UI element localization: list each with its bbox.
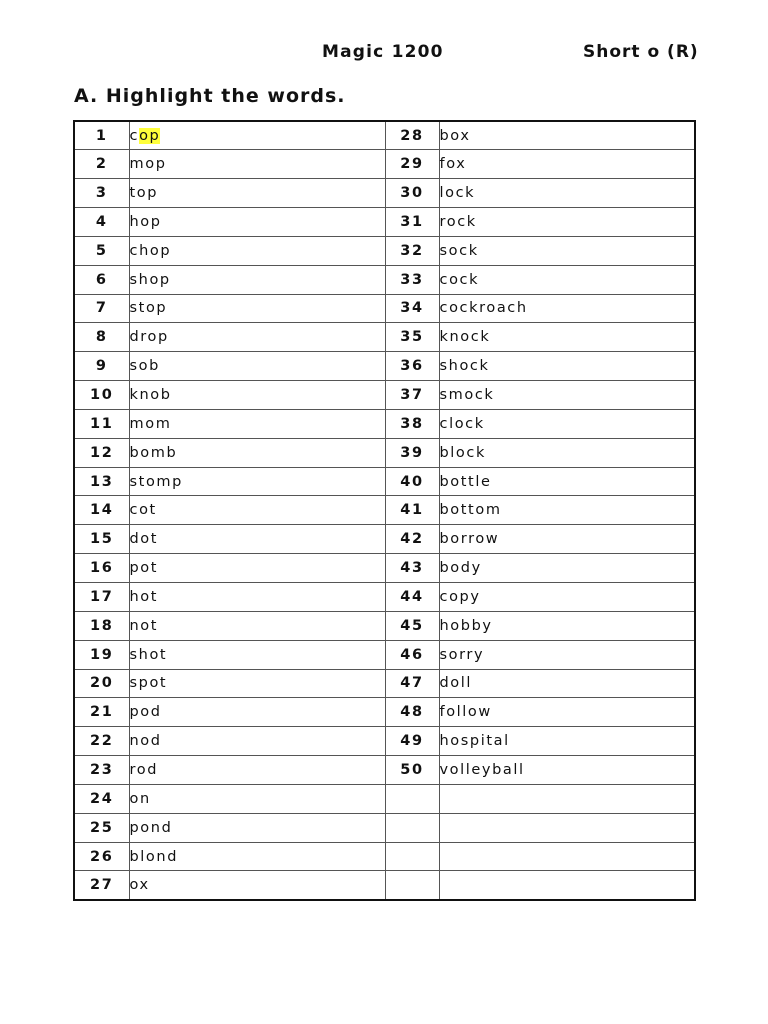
word-number: 31 xyxy=(385,208,439,237)
word-number: 16 xyxy=(74,554,129,583)
word-cell: shock xyxy=(439,352,695,381)
word-cell: sorry xyxy=(439,640,695,669)
table-row xyxy=(74,409,695,438)
word-cell: box xyxy=(439,121,695,150)
word-cell: lock xyxy=(439,179,695,208)
word-number: 50 xyxy=(385,756,439,785)
word-cell: on xyxy=(129,784,385,813)
word-cell: bomb xyxy=(129,438,385,467)
table-row xyxy=(74,554,695,583)
table-row xyxy=(74,756,695,785)
word-cell: pond xyxy=(129,813,385,842)
word-cell: volleyball xyxy=(439,756,695,785)
word-cell: mop xyxy=(129,150,385,179)
table-row xyxy=(74,611,695,640)
word-number: 23 xyxy=(74,756,129,785)
table-row xyxy=(74,871,695,900)
word-cell: spot xyxy=(129,669,385,698)
word-number: 49 xyxy=(385,727,439,756)
word-number: 17 xyxy=(74,583,129,612)
word-cell: smock xyxy=(439,381,695,410)
word-number: 10 xyxy=(74,381,129,410)
word-number: 6 xyxy=(74,265,129,294)
example-word-highlight: op xyxy=(139,127,161,144)
word-number: 1 xyxy=(74,121,129,150)
word-cell: pod xyxy=(129,698,385,727)
worksheet-tag: Short o (R) xyxy=(583,42,699,62)
worksheet-title: Magic 1200 xyxy=(322,42,444,62)
word-number: 12 xyxy=(74,438,129,467)
word-number: 20 xyxy=(74,669,129,698)
word-number: 29 xyxy=(385,150,439,179)
word-number: 24 xyxy=(74,784,129,813)
word-number: 11 xyxy=(74,409,129,438)
word-cell: rod xyxy=(129,756,385,785)
word-number: 26 xyxy=(74,842,129,871)
table-row xyxy=(74,323,695,352)
word-cell xyxy=(439,813,695,842)
word-cell: bottom xyxy=(439,496,695,525)
word-number: 18 xyxy=(74,611,129,640)
word-cell: mom xyxy=(129,409,385,438)
table-row xyxy=(74,381,695,410)
word-cell: drop xyxy=(129,323,385,352)
word-number: 42 xyxy=(385,525,439,554)
table-row xyxy=(74,208,695,237)
word-cell: stop xyxy=(129,294,385,323)
word-number: 30 xyxy=(385,179,439,208)
word-cell: copy xyxy=(439,583,695,612)
word-number: 47 xyxy=(385,669,439,698)
word-cell: knock xyxy=(439,323,695,352)
word-cell: sob xyxy=(129,352,385,381)
word-cell: blond xyxy=(129,842,385,871)
word-number: 28 xyxy=(385,121,439,150)
word-cell: ox xyxy=(129,871,385,900)
table-row xyxy=(74,294,695,323)
word-number: 9 xyxy=(74,352,129,381)
word-number: 34 xyxy=(385,294,439,323)
word-cell: dot xyxy=(129,525,385,554)
word-cell: chop xyxy=(129,236,385,265)
word-cell: hobby xyxy=(439,611,695,640)
word-number: 33 xyxy=(385,265,439,294)
word-number: 2 xyxy=(74,150,129,179)
table-row xyxy=(74,784,695,813)
word-number xyxy=(385,784,439,813)
table-row xyxy=(74,352,695,381)
table-row xyxy=(74,121,695,150)
word-number: 25 xyxy=(74,813,129,842)
table-row xyxy=(74,525,695,554)
word-number: 27 xyxy=(74,871,129,900)
instruction-heading: A. Highlight the words. xyxy=(74,85,346,107)
table-row xyxy=(74,150,695,179)
word-cell: cock xyxy=(439,265,695,294)
word-number: 37 xyxy=(385,381,439,410)
table-row xyxy=(74,813,695,842)
word-cell: body xyxy=(439,554,695,583)
word-number xyxy=(385,842,439,871)
word-number xyxy=(385,813,439,842)
table-row xyxy=(74,236,695,265)
word-cell: not xyxy=(129,611,385,640)
word-number: 35 xyxy=(385,323,439,352)
word-number: 7 xyxy=(74,294,129,323)
table-row xyxy=(74,669,695,698)
table-row xyxy=(74,583,695,612)
word-cell: borrow xyxy=(439,525,695,554)
word-number: 44 xyxy=(385,583,439,612)
word-cell xyxy=(439,871,695,900)
word-cell: hot xyxy=(129,583,385,612)
word-cell: top xyxy=(129,179,385,208)
word-number: 4 xyxy=(74,208,129,237)
word-cell: pot xyxy=(129,554,385,583)
word-cell xyxy=(439,784,695,813)
table-row xyxy=(74,179,695,208)
word-cell: nod xyxy=(129,727,385,756)
table-row xyxy=(74,496,695,525)
word-number: 48 xyxy=(385,698,439,727)
table-row xyxy=(74,467,695,496)
table-row xyxy=(74,438,695,467)
table-row xyxy=(74,265,695,294)
word-cell: stomp xyxy=(129,467,385,496)
word-number xyxy=(385,871,439,900)
word-number: 19 xyxy=(74,640,129,669)
word-number: 8 xyxy=(74,323,129,352)
word-cell: cot xyxy=(129,496,385,525)
word-number: 46 xyxy=(385,640,439,669)
word-number: 38 xyxy=(385,409,439,438)
word-cell: sock xyxy=(439,236,695,265)
word-cell: knob xyxy=(129,381,385,410)
word-number: 36 xyxy=(385,352,439,381)
word-number: 41 xyxy=(385,496,439,525)
word-number: 13 xyxy=(74,467,129,496)
word-number: 3 xyxy=(74,179,129,208)
word-number: 5 xyxy=(74,236,129,265)
word-cell: follow xyxy=(439,698,695,727)
word-cell: fox xyxy=(439,150,695,179)
example-word-plain: c xyxy=(129,127,140,144)
word-cell: block xyxy=(439,438,695,467)
word-cell: bottle xyxy=(439,467,695,496)
word-number: 22 xyxy=(74,727,129,756)
word-cell: hospital xyxy=(439,727,695,756)
word-cell xyxy=(439,842,695,871)
word-number: 32 xyxy=(385,236,439,265)
word-cell: rock xyxy=(439,208,695,237)
table-row xyxy=(74,640,695,669)
word-table xyxy=(73,120,696,901)
word-number: 45 xyxy=(385,611,439,640)
word-number: 21 xyxy=(74,698,129,727)
word-number: 43 xyxy=(385,554,439,583)
word-number: 39 xyxy=(385,438,439,467)
word-number: 40 xyxy=(385,467,439,496)
word-cell: shot xyxy=(129,640,385,669)
table-row xyxy=(74,727,695,756)
word-table-body xyxy=(74,121,695,900)
word-number: 14 xyxy=(74,496,129,525)
word-cell: cockroach xyxy=(439,294,695,323)
table-row xyxy=(74,842,695,871)
word-cell: doll xyxy=(439,669,695,698)
word-cell: hop xyxy=(129,208,385,237)
table-row xyxy=(74,698,695,727)
word-cell: shop xyxy=(129,265,385,294)
word-cell xyxy=(129,121,385,150)
word-number: 15 xyxy=(74,525,129,554)
word-cell: clock xyxy=(439,409,695,438)
